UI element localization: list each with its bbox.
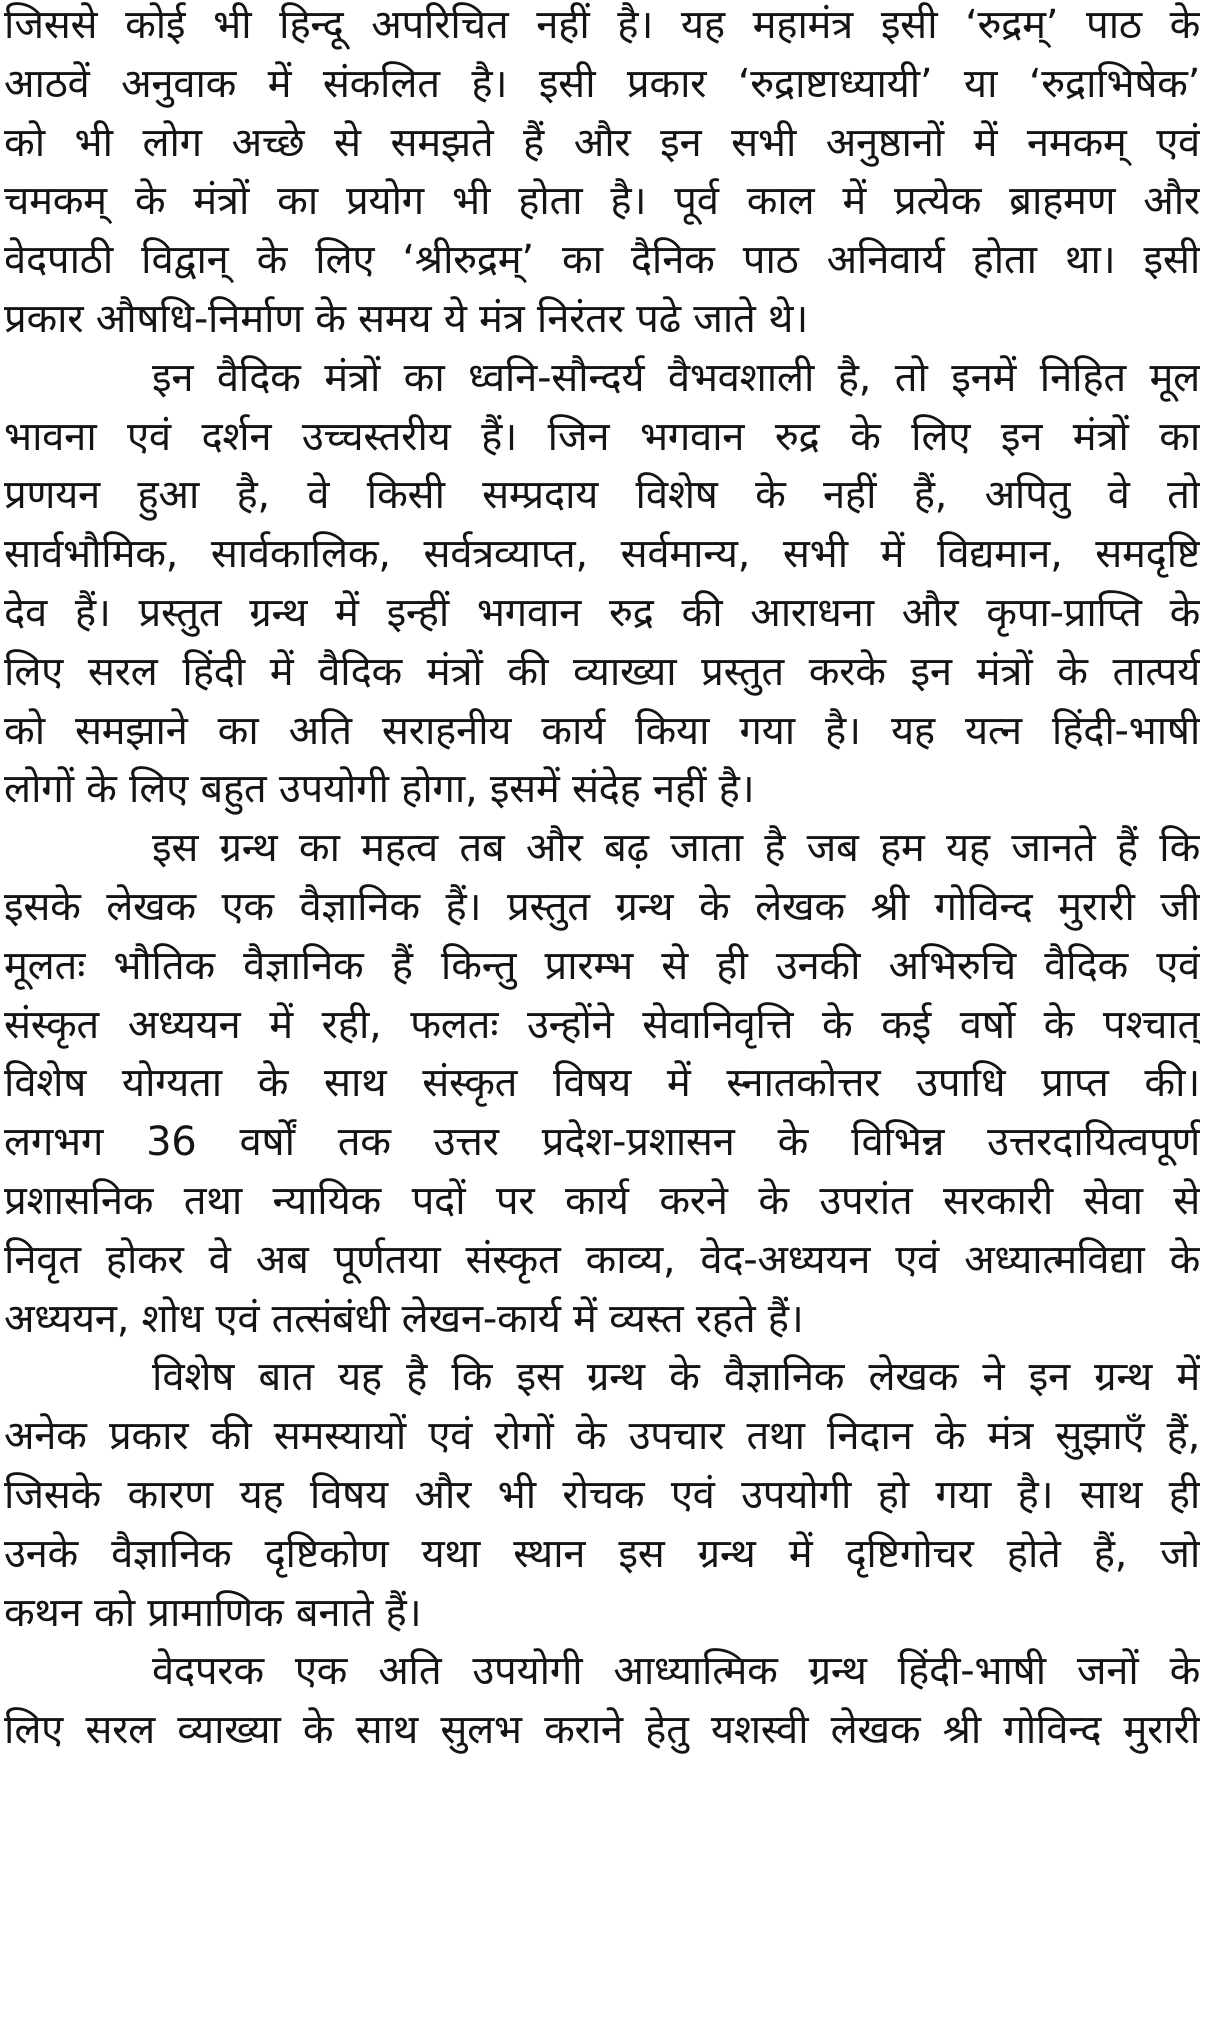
paragraph-1 <box>4 0 1200 349</box>
text-line: लिए सरल व्याख्या के साथ सुलभ कराने हेतु यशस्वी लेखक श्री गोविन्द मुरारी <box>4 1707 1200 1754</box>
text-line: जिसके कारण यह विषय और भी रोचक एवं उपयोगी हो गया है। साथ ही <box>4 1471 1200 1518</box>
paragraph-4 <box>4 1348 1200 1642</box>
paragraph-5 <box>4 1642 1200 1760</box>
text-line: चमकम् के मंत्रों का प्रयोग भी होता है। पूर्व काल में प्रत्येक ब्राहमण और <box>4 178 1200 225</box>
text-line: प्रशासनिक तथा न्यायिक पदों पर कार्य करने के उपरांत सरकारी सेवा से <box>4 1177 1200 1224</box>
text-line: प्रणयन हुआ है, वे किसी सम्प्रदाय विशेष के नहीं हैं, अपितु वे तो <box>4 472 1200 519</box>
text-line: लगभग 36 वर्षों तक उत्तर प्रदेश-प्रशासन के विभिन्न उत्तरदायित्वपूर्ण <box>4 1119 1200 1166</box>
text-line: कथन को प्रामाणिक बनाते हैं। <box>4 1589 422 1636</box>
text-line: वेदपरक एक अति उपयोगी आध्यात्मिक ग्रन्थ हिंदी-भाषी जनों के <box>152 1648 1200 1695</box>
paragraph-2 <box>4 349 1200 819</box>
text-line: लोगों के लिए बहुत उपयोगी होगा, इसमें संदेह नहीं है। <box>4 766 755 813</box>
text-line: उनके वैज्ञानिक दृष्टिकोण यथा स्थान इस ग्रन्थ में दृष्टिगोचर होते हैं, जो <box>4 1530 1200 1577</box>
text-line: संस्कृत अध्ययन में रही, फलतः उन्होंने सेवानिवृत्ति के कई वर्षो के पश्चात् <box>4 1001 1200 1048</box>
text-line: अध्ययन, शोध एवं तत्संबंधी लेखन-कार्य में व्यस्त रहते हैं। <box>4 1295 804 1342</box>
text-line: प्रकार औषधि-निर्माण के समय ये मंत्र निरंतर पढे जाते थे। <box>4 295 808 342</box>
text-line: लिए सरल हिंदी में वैदिक मंत्रों की व्याख्या प्रस्तुत करके इन मंत्रों के तात्पर्य <box>4 648 1200 695</box>
text-line: वेदपाठी विद्वान् के लिए ‘श्रीरुद्रम्’ का दैनिक पाठ अनिवार्य होता था। इसी <box>4 237 1200 284</box>
text-line: निवृत होकर वे अब पूर्णतया संस्कृत काव्य, वेद-अध्ययन एवं अध्यात्मविद्या के <box>4 1236 1200 1283</box>
text-line: देव हैं। प्रस्तुत ग्रन्थ में इन्हीं भगवान रुद्र की आराधना और कृपा-प्राप्ति के <box>4 589 1200 636</box>
text-line: विशेष बात यह है कि इस ग्रन्थ के वैज्ञानिक लेखक ने इन ग्रन्थ में <box>152 1354 1200 1401</box>
text-line: इस ग्रन्थ का महत्व तब और बढ़ जाता है जब हम यह जानते हैं कि <box>152 825 1200 872</box>
text-line: सार्वभौमिक, सार्वकालिक, सर्वत्रव्याप्त, सर्वमान्य, सभी में विद्यमान, समदृष्टि <box>4 531 1200 578</box>
text-line: भावना एवं दर्शन उच्चस्तरीय हैं। जिन भगवान रुद्र के लिए इन मंत्रों का <box>4 413 1200 460</box>
text-line: इन वैदिक मंत्रों का ध्वनि-सौन्दर्य वैभवशाली है, तो इनमें निहित मूल <box>152 354 1200 401</box>
paragraph-3 <box>4 819 1200 1348</box>
text-line: को भी लोग अच्छे से समझते हैं और इन सभी अनुष्ठानों में नमकम् एवं <box>4 119 1200 166</box>
text-line: अनेक प्रकार की समस्यायों एवं रोगों के उपचार तथा निदान के मंत्र सुझाएँ हैं, <box>4 1413 1200 1460</box>
text-line: विशेष योग्यता के साथ संस्कृत विषय में स्नातकोत्तर उपाधि प्राप्त की। <box>4 1060 1200 1107</box>
text-line: मूलतः भौतिक वैज्ञानिक हैं किन्तु प्रारम्भ से ही उनकी अभिरुचि वैदिक एवं <box>4 942 1200 989</box>
text-line: को समझाने का अति सराहनीय कार्य किया गया है। यह यत्न हिंदी-भाषी <box>4 707 1200 754</box>
text-line: इसके लेखक एक वैज्ञानिक हैं। प्रस्तुत ग्रन्थ के लेखक श्री गोविन्द मुरारी जी <box>4 883 1200 930</box>
text-line: जिससे कोई भी हिन्दू अपरिचित नहीं है। यह महामंत्र इसी ‘रुद्रम्’ पाठ के <box>4 2 1200 48</box>
text-line: आठवें अनुवाक में संकलित है। इसी प्रकार ‘रुद्राष्टाध्यायी’ या ‘रुद्राभिषेक’ <box>4 60 1200 107</box>
